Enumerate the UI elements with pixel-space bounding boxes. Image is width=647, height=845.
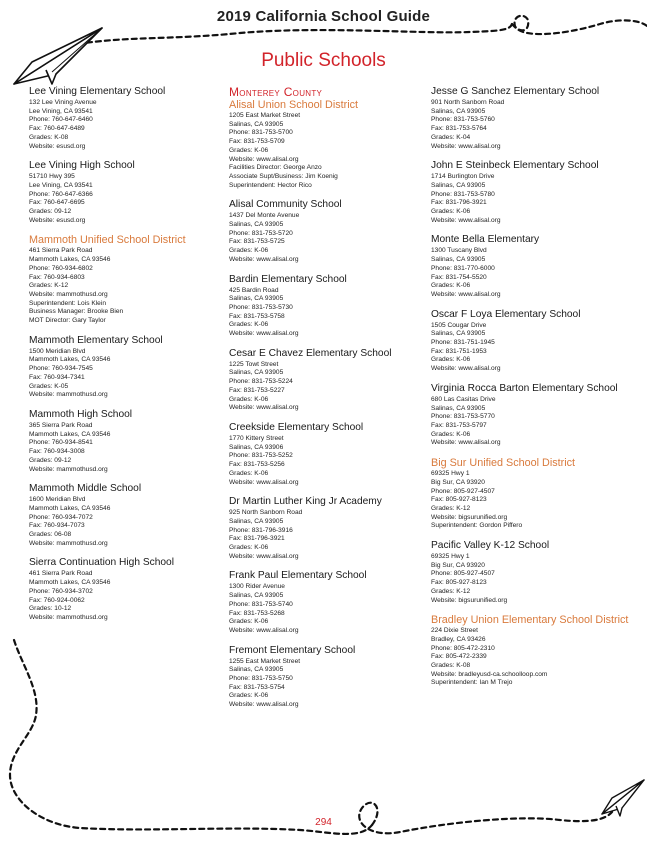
district-entry xyxy=(431,457,631,531)
school-name: Alisal Community School xyxy=(229,199,342,211)
entry-detail-line: Grades: K-06 xyxy=(229,146,269,154)
entry-detail-line: Phone: 831-753-5720 xyxy=(229,229,293,237)
column-1 xyxy=(29,86,229,632)
entry-detail-line: Website: esusd.org xyxy=(29,216,86,224)
school-entry xyxy=(29,335,229,400)
school-name: Virginia Rocca Barton Elementary School xyxy=(431,382,618,394)
entry-detail-line: Fax: 831-754-5520 xyxy=(431,273,487,281)
entry-detail-line: Phone: 831-751-1945 xyxy=(431,339,495,347)
entry-detail-line: Salinas, CA 93906 xyxy=(229,443,284,451)
entry-detail-line: Phone: 760-934-7072 xyxy=(29,513,93,521)
entry-detail-line: Salinas, CA 93905 xyxy=(229,369,284,377)
school-entry xyxy=(431,309,631,374)
entry-detail-line: 365 Sierra Park Road xyxy=(29,421,93,429)
school-entry xyxy=(431,383,631,448)
entry-detail-line: Phone: 760-934-8541 xyxy=(29,439,93,447)
entry-detail-line: 461 Sierra Park Road xyxy=(29,247,93,255)
entry-detail-line: 51710 Hwy 395 xyxy=(29,173,75,181)
entry-detail-line: Phone: 760-934-7545 xyxy=(29,365,93,373)
entry-detail-line: Website: www.alisal.org xyxy=(229,701,299,709)
school-entry xyxy=(431,234,631,299)
entry-detail-line: Grades: K-06 xyxy=(229,692,269,700)
entry-detail-line: Website: mammothusd.org xyxy=(29,391,108,399)
district-name: Bradley Union Elementary School District xyxy=(431,614,629,627)
entry-detail-line: Big Sur, CA 93920 xyxy=(431,478,485,486)
entry-detail-line: 1437 Del Monte Avenue xyxy=(229,212,300,220)
entry-detail-line: Facilities Director: George Anzo xyxy=(229,164,322,172)
entry-detail-line: Lee Vining, CA 93541 xyxy=(29,107,93,115)
entry-detail-line: 680 Las Casitas Drive xyxy=(431,395,496,403)
school-name: Monte Bella Elementary xyxy=(431,234,540,246)
school-name: Oscar F Loya Elementary School xyxy=(431,308,581,320)
entry-detail-line: Salinas, CA 93905 xyxy=(229,517,284,525)
school-entry xyxy=(29,86,229,151)
entry-detail-line: 132 Lee Vining Avenue xyxy=(29,99,97,106)
entry-detail-line: Website: www.alisal.org xyxy=(229,552,299,560)
entry-detail-line: 425 Bardin Road xyxy=(229,286,279,294)
entry-detail-line: Phone: 831-753-5770 xyxy=(431,413,495,421)
entry-detail-line: Phone: 831-753-5700 xyxy=(229,129,293,137)
entry-detail-line: Phone: 805-927-4507 xyxy=(431,487,495,495)
school-name: Mammoth Middle School xyxy=(29,483,142,495)
entry-detail-line: Fax: 805-927-8123 xyxy=(431,496,487,504)
entry-detail-line: 1505 Cougar Drive xyxy=(431,321,487,329)
entry-detail-line: Phone: 831-753-5760 xyxy=(431,116,495,124)
school-entry xyxy=(29,483,229,548)
entry-detail-line: Grades: K-04 xyxy=(431,133,471,141)
entry-detail-line: Website: www.alisal.org xyxy=(431,216,501,224)
entry-detail-line: 1714 Burlington Drive xyxy=(431,173,495,181)
school-entry xyxy=(229,570,429,635)
entry-detail-line: Fax: 760-934-3008 xyxy=(29,448,85,456)
school-entry xyxy=(229,348,429,413)
entry-detail-line: Grades: K-08 xyxy=(431,662,471,670)
school-entry xyxy=(431,160,631,225)
school-entry xyxy=(29,160,229,225)
entry-detail-line: Grades: K-06 xyxy=(229,469,269,477)
school-name: Mammoth High School xyxy=(29,408,133,420)
entry-detail-line: 69325 Hwy 1 xyxy=(431,470,470,478)
entry-detail-line: Fax: 805-472-2339 xyxy=(431,653,487,661)
school-name: Creekside Elementary School xyxy=(229,421,364,433)
entry-detail-line: Fax: 831-753-5754 xyxy=(229,683,285,691)
entry-detail-line: Grades: K-06 xyxy=(229,618,269,626)
district-name: Alisal Union School District xyxy=(229,99,359,111)
school-entry xyxy=(229,496,429,561)
entry-detail-line: Grades: 10-12 xyxy=(29,605,72,613)
entry-detail-line: Mammoth Lakes, CA 93546 xyxy=(29,579,111,587)
school-name: Jesse G Sanchez Elementary School xyxy=(431,86,600,97)
entry-detail-line: Mammoth Lakes, CA 93546 xyxy=(29,430,111,438)
entry-detail-line: Mammoth Lakes, CA 93546 xyxy=(29,256,111,264)
entry-detail-line: Phone: 760-647-6460 xyxy=(29,116,93,124)
guide-title: 2019 California School Guide xyxy=(216,8,431,25)
entry-detail-line: Salinas, CA 93905 xyxy=(431,404,486,412)
district-entry xyxy=(229,99,429,190)
entry-detail-line: Fax: 831-753-5709 xyxy=(229,138,285,146)
entry-detail-line: Phone: 760-647-6366 xyxy=(29,190,93,198)
entry-detail-line: Phone: 831-753-5252 xyxy=(229,452,293,460)
entry-detail-line: Grades: K-06 xyxy=(431,282,471,290)
district-entry xyxy=(431,614,631,688)
school-name: Lee Vining Elementary School xyxy=(29,86,166,97)
entry-detail-line: 461 Sierra Park Road xyxy=(29,570,93,578)
entry-detail-line: Grades: 06-08 xyxy=(29,531,72,539)
entry-detail-line: Website: www.alisal.org xyxy=(431,142,501,150)
entry-detail-line: Phone: 805-927-4507 xyxy=(431,570,495,578)
district-entry xyxy=(29,234,229,325)
school-name: Fremont Elementary School xyxy=(229,644,356,656)
entry-detail-line: Salinas, CA 93905 xyxy=(229,592,284,600)
entry-detail-line: Website: bigsurunified.org xyxy=(431,596,508,604)
entry-detail-line: Fax: 805-927-8123 xyxy=(431,579,487,587)
entry-detail-line: Salinas, CA 93905 xyxy=(229,666,284,674)
entry-detail-line: Salinas, CA 93905 xyxy=(229,120,284,128)
entry-detail-line: 1600 Meridian Blvd xyxy=(29,496,86,504)
school-entry xyxy=(29,409,229,474)
entry-detail-line: 1500 Meridian Blvd xyxy=(29,347,86,355)
entry-detail-line: Grades: K-05 xyxy=(29,382,69,390)
entry-detail-line: Website: mammothusd.org xyxy=(29,539,108,547)
entry-detail-line: 224 Dixie Street xyxy=(431,627,478,635)
school-entry xyxy=(431,86,631,151)
entry-detail-line: Grades: K-06 xyxy=(431,430,471,438)
entry-detail-line: Grades: K-06 xyxy=(229,247,269,255)
school-name: Dr Martin Luther King Jr Academy xyxy=(229,496,382,508)
paper-plane-icon xyxy=(600,776,646,818)
entry-detail-line: Phone: 760-934-3702 xyxy=(29,587,93,595)
entry-detail-line: Website: www.alisal.org xyxy=(229,255,299,263)
entry-detail-line: 1770 Kittery Street xyxy=(229,434,284,442)
entry-detail-line: Website: www.alisal.org xyxy=(229,404,299,412)
entry-detail-line: Fax: 831-753-5725 xyxy=(229,238,285,246)
entry-detail-line: Superintendent: Hector Rico xyxy=(229,181,312,189)
entry-detail-line: Big Sur, CA 93920 xyxy=(431,561,485,569)
school-entry xyxy=(29,557,229,622)
column-3 xyxy=(431,86,631,697)
school-name: Lee Vining High School xyxy=(29,160,135,172)
entry-detail-line: Phone: 831-753-5730 xyxy=(229,303,293,311)
entry-detail-line: Fax: 760-924-0062 xyxy=(29,596,85,604)
page-number: 294 xyxy=(315,817,332,828)
entry-detail-line: 1300 Tuscany Blvd xyxy=(431,247,487,255)
district-name: Mammoth Unified School District xyxy=(29,234,186,247)
district-name: Big Sur Unified School District xyxy=(431,457,576,470)
entry-detail-line: 1255 East Market Street xyxy=(229,657,301,665)
entry-detail-line: Website: bradleyusd-ca.schoolloop.com xyxy=(431,670,548,678)
school-name: Bardin Elementary School xyxy=(229,273,347,285)
entry-detail-line: Phone: 831-770-6000 xyxy=(431,264,495,272)
entry-detail-line: Grades: K-06 xyxy=(229,321,269,329)
entry-detail-line: Grades: 09-12 xyxy=(29,208,72,216)
section-title: Public Schools xyxy=(261,50,386,71)
entry-detail-line: Fax: 831-796-3921 xyxy=(431,199,487,207)
entry-detail-line: Grades: K-12 xyxy=(431,504,471,512)
entry-detail-line: Website: www.alisal.org xyxy=(229,155,299,163)
school-name: Frank Paul Elementary School xyxy=(229,570,367,582)
entry-detail-line: Fax: 760-934-6803 xyxy=(29,273,85,281)
entry-detail-line: Fax: 760-647-6489 xyxy=(29,125,85,133)
entry-detail-line: Website: www.alisal.org xyxy=(431,439,501,447)
entry-detail-line: Grades: K-06 xyxy=(431,208,471,216)
entry-detail-line: 1300 Rider Avenue xyxy=(229,583,285,591)
entry-detail-line: Grades: K-06 xyxy=(229,395,269,403)
entry-detail-line: Superintendent: Ian M Trejo xyxy=(431,679,513,687)
school-entry xyxy=(431,540,631,605)
school-entry xyxy=(229,645,429,710)
entry-detail-line: Fax: 831-753-5227 xyxy=(229,386,285,394)
entry-detail-line: Grades: K-06 xyxy=(431,356,471,364)
entry-detail-line: 925 North Sanborn Road xyxy=(229,509,303,517)
column-2 xyxy=(229,86,429,719)
entry-detail-line: Grades: K-12 xyxy=(29,282,69,290)
entry-detail-line: Salinas, CA 93905 xyxy=(229,221,284,229)
entry-detail-line: Bradley, CA 93426 xyxy=(431,635,486,643)
school-entry xyxy=(229,199,429,264)
entry-detail-line: Fax: 831-753-5256 xyxy=(229,461,285,469)
entry-detail-line: Salinas, CA 93905 xyxy=(229,295,284,303)
entry-detail-line: Salinas, CA 93905 xyxy=(431,181,486,189)
entry-detail-line: Fax: 760-647-6695 xyxy=(29,199,85,207)
entry-detail-line: Website: mammothusd.org xyxy=(29,465,108,473)
entry-detail-line: Website: www.alisal.org xyxy=(229,330,299,338)
entry-detail-line: Superintendent: Lois Klein xyxy=(29,299,106,307)
school-name: Cesar E Chavez Elementary School xyxy=(229,347,392,359)
entry-detail-line: Salinas, CA 93905 xyxy=(431,107,486,115)
entry-detail-line: Grades: K-08 xyxy=(29,133,69,141)
school-entry xyxy=(229,274,429,339)
entry-detail-line: Phone: 760-934-6802 xyxy=(29,264,93,272)
entry-detail-line: Grades: 09-12 xyxy=(29,456,72,464)
entry-detail-line: Fax: 831-753-5797 xyxy=(431,421,487,429)
entry-detail-line: Fax: 831-796-3921 xyxy=(229,535,285,543)
entry-detail-line: Phone: 831-753-5224 xyxy=(229,378,293,386)
entry-detail-line: 1205 East Market Street xyxy=(229,112,301,119)
entry-detail-line: Grades: K-12 xyxy=(431,587,471,595)
entry-detail-line: Phone: 831-753-5750 xyxy=(229,675,293,683)
entry-detail-line: 1225 Towt Street xyxy=(229,360,279,368)
county-heading: Monterey County xyxy=(229,85,323,99)
entry-detail-line: Website: mammothusd.org xyxy=(29,613,108,621)
entry-detail-line: Fax: 831-751-1953 xyxy=(431,347,487,355)
entry-detail-line: Fax: 760-934-7073 xyxy=(29,522,85,530)
entry-detail-line: Lee Vining, CA 93541 xyxy=(29,181,93,189)
entry-detail-line: Website: www.alisal.org xyxy=(431,290,501,298)
entry-detail-line: 901 North Sanborn Road xyxy=(431,99,505,106)
school-name: Pacific Valley K-12 School xyxy=(431,540,550,552)
school-name: John E Steinbeck Elementary School xyxy=(431,160,599,172)
entry-detail-line: Fax: 831-753-5758 xyxy=(229,312,285,320)
entry-detail-line: Business Manager: Brooke Bien xyxy=(29,308,124,316)
entry-detail-line: Website: esusd.org xyxy=(29,142,86,150)
entry-detail-line: Superintendent: Gordon Piffero xyxy=(431,522,523,530)
entry-detail-line: Salinas, CA 93905 xyxy=(431,256,486,264)
school-entry xyxy=(229,422,429,487)
entry-detail-line: Phone: 831-796-3916 xyxy=(229,526,293,534)
entry-detail-line: Mammoth Lakes, CA 93546 xyxy=(29,504,111,512)
entry-detail-line: Website: www.alisal.org xyxy=(229,626,299,634)
entry-detail-line: Mammoth Lakes, CA 93546 xyxy=(29,356,111,364)
school-name: Mammoth Elementary School xyxy=(29,334,163,346)
entry-detail-line: Website: www.alisal.org xyxy=(431,365,501,373)
entry-detail-line: Associate Supt/Business: Jim Koenig xyxy=(229,172,338,180)
entry-detail-line: Website: bigsurunified.org xyxy=(431,513,508,521)
entry-detail-line: Fax: 831-753-5764 xyxy=(431,125,487,133)
entry-detail-line: Fax: 831-753-5268 xyxy=(229,609,285,617)
entry-detail-line: Salinas, CA 93905 xyxy=(431,330,486,338)
entry-detail-line: Phone: 831-753-5740 xyxy=(229,600,293,608)
entry-detail-line: Grades: K-06 xyxy=(229,544,269,552)
entry-detail-line: 69325 Hwy 1 xyxy=(431,553,470,561)
entry-detail-line: Website: mammothusd.org xyxy=(29,290,108,298)
entry-detail-line: Phone: 831-753-5780 xyxy=(431,190,495,198)
entry-detail-line: Fax: 760-934-7341 xyxy=(29,373,85,381)
entry-detail-line: Website: www.alisal.org xyxy=(229,478,299,486)
entry-detail-line: MOT Director: Gary Taylor xyxy=(29,317,106,325)
school-name: Sierra Continuation High School xyxy=(29,557,174,569)
entry-detail-line: Phone: 805-472-2310 xyxy=(431,644,495,652)
